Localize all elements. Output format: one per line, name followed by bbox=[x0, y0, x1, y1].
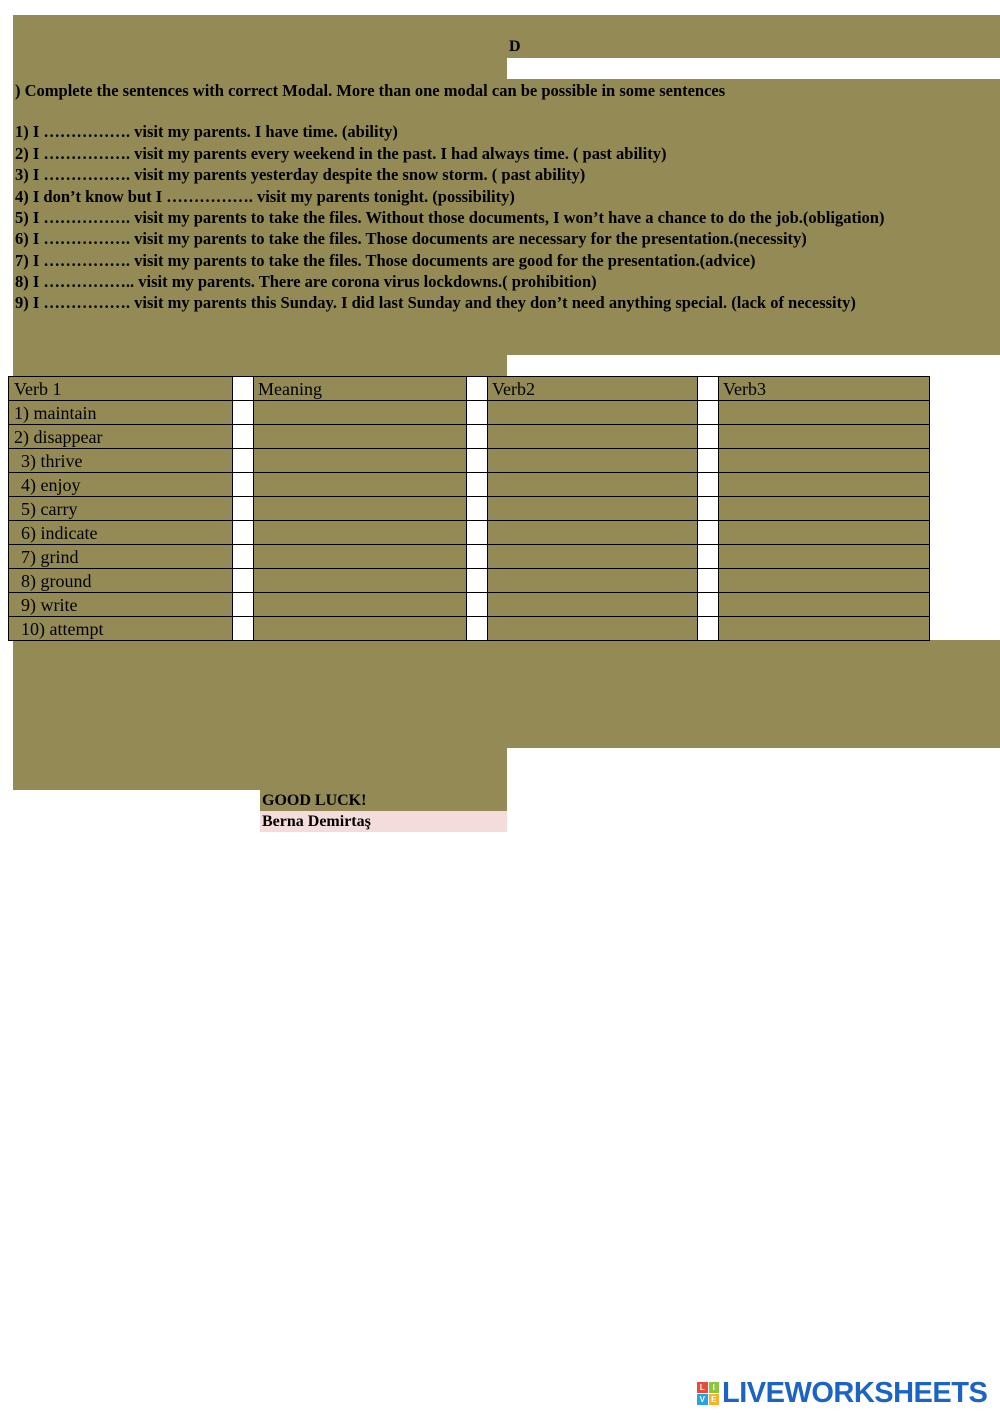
meaning-answer-field[interactable] bbox=[254, 473, 467, 497]
sentence-3: 3) I ……………. visit my parents yesterday despite the snow storm. ( past ability) bbox=[15, 165, 586, 184]
sentence-1: 1) I ……………. visit my parents. I have time. (ability) bbox=[15, 122, 398, 141]
verb-table bbox=[8, 376, 930, 641]
verb-cell: 3) thrive bbox=[9, 449, 233, 473]
highlight-block-main-left bbox=[13, 355, 507, 377]
verb-cell: 7) grind bbox=[9, 545, 233, 569]
meaning-answer-field[interactable] bbox=[254, 593, 467, 617]
header-verb1: Verb 1 bbox=[9, 377, 233, 401]
meaning-answer-field[interactable] bbox=[254, 497, 467, 521]
verb2-answer-field[interactable] bbox=[488, 617, 698, 641]
meaning-answer-field[interactable] bbox=[254, 425, 467, 449]
table-row bbox=[9, 425, 930, 449]
sentence-4: 4) I don’t know but I ……………. visit my parents tonight. (possibility) bbox=[15, 187, 515, 206]
verb2-answer-field[interactable] bbox=[488, 521, 698, 545]
header-meaning: Meaning bbox=[254, 377, 467, 401]
verb-cell: 9) write bbox=[9, 593, 233, 617]
meaning-answer-field[interactable] bbox=[254, 569, 467, 593]
sentence-8: 8) I …………….. visit my parents. There are corona virus lockdowns.( prohibition) bbox=[15, 272, 597, 291]
highlight-block-bottom bbox=[13, 640, 1000, 748]
verb3-answer-field[interactable] bbox=[719, 521, 930, 545]
verb3-answer-field[interactable] bbox=[719, 401, 930, 425]
verb3-answer-field[interactable] bbox=[719, 593, 930, 617]
sentence-5: 5) I ……………. visit my parents to take the files. Without those documents, I won’t have a chance to do the job.(obligation) bbox=[15, 208, 885, 227]
verb-cell: 2) disappear bbox=[9, 425, 233, 449]
sentence-6: 6) I ……………. visit my parents to take the files. Those documents are necessary for the presentation.(necessity) bbox=[15, 229, 807, 248]
verb2-answer-field[interactable] bbox=[488, 569, 698, 593]
table-row bbox=[9, 497, 930, 521]
verb2-answer-field[interactable] bbox=[488, 425, 698, 449]
verb-cell: 4) enjoy bbox=[9, 473, 233, 497]
logo-letter: E bbox=[709, 1394, 720, 1405]
meaning-answer-field[interactable] bbox=[254, 401, 467, 425]
verb3-answer-field[interactable] bbox=[719, 449, 930, 473]
verb-cell: 8) ground bbox=[9, 569, 233, 593]
table-row bbox=[9, 401, 930, 425]
verb3-answer-field[interactable] bbox=[719, 473, 930, 497]
table-row bbox=[9, 545, 930, 569]
table-row bbox=[9, 521, 930, 545]
verb2-answer-field[interactable] bbox=[488, 449, 698, 473]
verb2-answer-field[interactable] bbox=[488, 497, 698, 521]
verb-cell: 1) maintain bbox=[9, 401, 233, 425]
table-row bbox=[9, 593, 930, 617]
page-title: D bbox=[509, 38, 521, 55]
logo-letter: V bbox=[697, 1394, 708, 1405]
verb2-answer-field[interactable] bbox=[488, 473, 698, 497]
verb3-answer-field[interactable] bbox=[719, 617, 930, 641]
logo-letter: I bbox=[709, 1382, 720, 1393]
logo-text: LIVEWORKSHEETS bbox=[722, 1376, 988, 1409]
instruction-text: ) Complete the sentences with correct Modal. More than one modal can be possible in some sentences bbox=[15, 81, 726, 100]
meaning-answer-field[interactable] bbox=[254, 521, 467, 545]
highlight-block-top bbox=[13, 15, 1000, 58]
logo-grid-icon bbox=[697, 1382, 719, 1404]
verb3-answer-field[interactable] bbox=[719, 497, 930, 521]
verb-cell: 10) attempt bbox=[9, 617, 233, 641]
verb2-answer-field[interactable] bbox=[488, 401, 698, 425]
table-row bbox=[9, 617, 930, 641]
header-verb3: Verb3 bbox=[719, 377, 930, 401]
sentence-9: 9) I ……………. visit my parents this Sunday. I did last Sunday and they don’t need anything special. (lack of necessity) bbox=[15, 293, 856, 312]
good-luck-text: GOOD LUCK! bbox=[260, 790, 507, 811]
meaning-answer-field[interactable] bbox=[254, 449, 467, 473]
meaning-answer-field[interactable] bbox=[254, 617, 467, 641]
verb2-answer-field[interactable] bbox=[488, 593, 698, 617]
author-name: Berna Demirtaş bbox=[260, 811, 507, 832]
header-verb2: Verb2 bbox=[488, 377, 698, 401]
table-row bbox=[9, 473, 930, 497]
verb3-answer-field[interactable] bbox=[719, 425, 930, 449]
highlight-block-top-left bbox=[13, 58, 507, 80]
table-row bbox=[9, 449, 930, 473]
logo-letter: L bbox=[697, 1382, 708, 1393]
verb3-answer-field[interactable] bbox=[719, 569, 930, 593]
verb-cell: 5) carry bbox=[9, 497, 233, 521]
highlight-block-bottom-left bbox=[13, 748, 507, 790]
table-row bbox=[9, 569, 930, 593]
table-header-row bbox=[9, 377, 930, 401]
liveworksheets-logo[interactable] bbox=[697, 1376, 987, 1410]
verb2-answer-field[interactable] bbox=[488, 545, 698, 569]
sentence-2: 2) I ……………. visit my parents every weekend in the past. I had always time. ( past ability) bbox=[15, 144, 667, 163]
meaning-answer-field[interactable] bbox=[254, 545, 467, 569]
verb-cell: 6) indicate bbox=[9, 521, 233, 545]
sentence-7: 7) I ……………. visit my parents to take the files. Those documents are good for the presentation.(advice) bbox=[15, 251, 756, 270]
verb3-answer-field[interactable] bbox=[719, 545, 930, 569]
